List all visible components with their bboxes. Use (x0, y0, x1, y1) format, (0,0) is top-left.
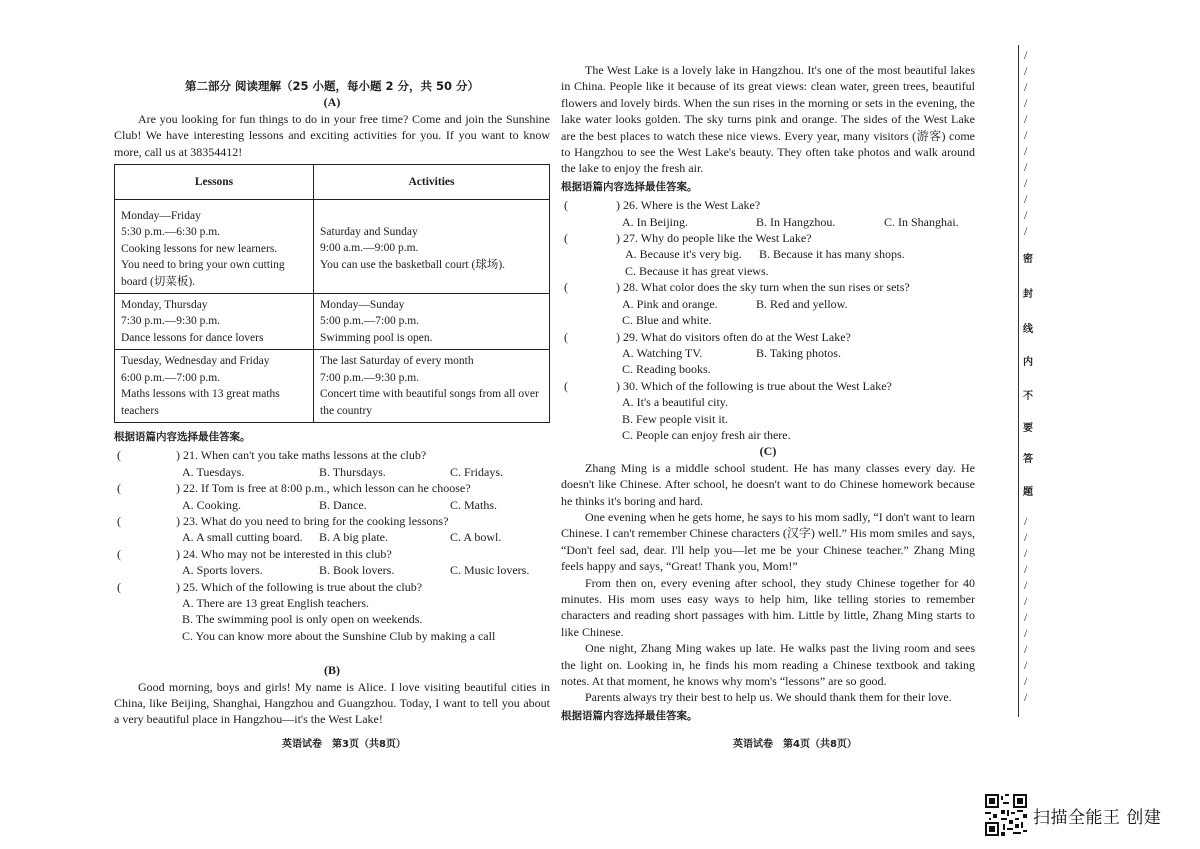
option: C. In Shanghai. (884, 214, 959, 229)
table-header-activities: Activities (314, 165, 550, 200)
table-row (115, 294, 550, 350)
question-text: ) 22. If Tom is free at 8:00 p.m., which lesson can he choose? (176, 481, 471, 496)
section-c-paragraph: Zhang Ming is a middle school student. He has many classes every day. He doesn't like Chinese. After school, he doesn't want to do Chinese homework because he thinks it's boring and hard. (561, 460, 975, 508)
option: A. Cooking. (182, 497, 242, 512)
page-3-column (114, 78, 550, 728)
cell-line: Monday, Thursday (121, 299, 208, 312)
part-title: 第二部分 阅读理解（25 小题，每小题 2 分，共 50 分） (184, 79, 480, 93)
table-cell-lessons (115, 200, 314, 294)
question-text: ) 29. What do visitors often do at the West Lake? (616, 329, 851, 344)
question-text: ) 27. Why do people like the West Lake? (616, 231, 812, 246)
section-c-paragraph: From then on, every evening after school, they study Chinese together for 40 minutes. His mom uses easy ways to help him, like telling stories to remember characters and reading short passages with him. Little by little, Zhang Ming starts to like Chinese. (561, 575, 975, 639)
cell-line: Maths lessons with 13 great maths teachers (121, 388, 280, 417)
question-24: ( ) 24. Who may not be interested in this club? A. Sports lovers. B. Book lovers. C. Music lovers. (117, 546, 530, 578)
cell-line: 5:30 p.m.—6:30 p.m. (121, 226, 221, 239)
section-a-intro: Are you looking for fun things to do in your free time? Come and join the Sunshine Club! We have interesting lessons and exciting activities for you. If you want to know more, call us at 38354412! (114, 111, 550, 159)
cell-line: Cooking lessons for new learners. (121, 242, 278, 255)
cell-line: Monday—Sunday (320, 299, 405, 312)
section-c-label: (C) (759, 444, 777, 459)
section-a-label: (A) (323, 95, 341, 110)
option: A. Because it's very big. (625, 247, 742, 262)
table-cell-lessons (115, 350, 314, 423)
option: C. You can know more about the Sunshine Club by making a call (182, 628, 496, 643)
seal-char: 内 (1023, 357, 1033, 368)
table-header-lessons: Lessons (115, 165, 314, 200)
cell-line: You can use the basketball court (球场). (320, 258, 506, 271)
option: B. A big plate. (319, 530, 388, 545)
question-text: ) 23. What do you need to bring for the cooking lessons? (176, 513, 449, 528)
cell-line: 6:00 p.m.—7:00 p.m. (121, 371, 221, 384)
question-22: ( ) 22. If Tom is free at 8:00 p.m., which lesson can he choose? A. Cooking. B. Dance. C. Maths. (117, 481, 498, 512)
option: B. Taking photos. (756, 345, 841, 360)
option: A. There are 13 great English teachers. (182, 595, 370, 610)
option: A. It's a beautiful city. (622, 395, 729, 410)
page-footer-right: 英语试卷 第4页（共8页） (733, 739, 857, 750)
option: C. People can enjoy fresh air there. (622, 427, 791, 442)
option: A. A small cutting board. (182, 530, 303, 545)
section-b-instruction: 根据语篇内容选择最佳答案。 (561, 180, 698, 193)
question-text: ) 24. Who may not be interested in this club? (176, 546, 392, 561)
cell-line: Monday—Friday (121, 210, 201, 223)
section-c-paragraph: Parents always try their best to help us. We should thank them for their love. (585, 690, 952, 705)
seal-char: 要 (1023, 423, 1033, 434)
section-c-paragraph: One night, Zhang Ming wakes up late. He walks past the living room and sees the light on. Looking in, he finds his mom reading a Chinese textbook and taking notes. At that moment, he knows why mom's “lessons” are so good. (561, 641, 975, 689)
option: A. Pink and orange. (622, 296, 718, 311)
cell-line: The last Saturday of every month (320, 355, 474, 368)
question-29: ( ) 29. What do visitors often do at the West Lake? A. Watching TV. B. Taking photos. C. Reading books. (561, 329, 975, 378)
table-cell-lessons (115, 294, 314, 350)
section-b-paragraph-2: The West Lake is a lovely lake in Hangzhou. It's one of the most beautiful lakes in China. People like it because of its great views: clean water, green trees, beautiful flowers and lovely birds. When the sun rises in the morning or sets in the evening, the lake water looks golden. The sky turns pink and orange. The sides of the West Lake are the best places to watch these nice views. Every year, many visitors (游客) come to Hangzhou to see the West Lake's beauty. They often take photos and walk around the lake to enjoy the fresh air. (561, 63, 975, 176)
qr-code-icon (985, 794, 1027, 836)
option: B. Because it has many shops. (759, 247, 905, 262)
seal-char: 封 (1023, 289, 1033, 300)
option: C. Music lovers. (450, 563, 530, 578)
section-b-label: (B) (324, 663, 340, 678)
section-b-paragraph-1: Good morning, boys and girls! My name is Alice. I love visiting beautiful cities in China, like Beijing, Shanghai, Hangzhou and Guangzhou. Today, I want to tell you about a very beautiful place in Hangzhou—it's the West Lake! (114, 679, 550, 727)
table-cell-activities (314, 200, 550, 294)
section-c-paragraph: One evening when he gets home, he says to his mom sadly, “I don't want to learn Chinese. I can't remember Chinese characters (汉字) well.” His mom smiles and says, “Don't feel sad, dear. I'll help you—let me be your Chinese teacher.” Zhang Ming feels happy and says, “Great! Thank you, Mom!” (561, 509, 975, 574)
scanner-watermark (985, 794, 1161, 836)
question-text: ) 26. Where is the West Lake? (616, 198, 761, 213)
seal-char: 线 (1023, 324, 1033, 335)
section-c-instruction: 根据语篇内容选择最佳答案。 (561, 709, 698, 722)
option: A. Sports lovers. (182, 563, 263, 578)
cell-line: You need to bring your own cutting board (切菜板). (121, 259, 285, 288)
page-4-column (561, 62, 975, 726)
table-cell-activities (314, 294, 550, 350)
question-text: ) 28. What color does the sky turn when the sun rises or sets? (616, 280, 910, 295)
question-30: ( ) 30. Which of the following is true about the West Lake? A. It's a beautiful city. B. Few people visit it. C. People can enjoy fresh air there. (561, 378, 975, 444)
cell-line: Swimming pool is open. (320, 331, 433, 344)
cell-line: Dance lessons for dance lovers (121, 331, 264, 344)
cell-line: Concert time with beautiful songs from all over the country (320, 388, 539, 417)
option: B. Book lovers. (319, 563, 395, 578)
seal-char: 密 (1023, 254, 1033, 265)
option: C. Because it has great views. (625, 263, 769, 278)
option: B. Few people visit it. (622, 411, 728, 426)
option: B. In Hangzhou. (756, 214, 836, 229)
option: C. Fridays. (450, 464, 504, 479)
cell-line: 5:00 p.m.—7:00 p.m. (320, 315, 420, 328)
seal-char: 不 (1023, 391, 1033, 402)
option: C. A bowl. (450, 530, 502, 545)
question-23: ( ) 23. What do you need to bring for the cooking lessons? A. A small cutting board. B. A big plate. C. A bowl. (117, 513, 502, 545)
option: A. Tuesdays. (182, 464, 245, 479)
option: A. In Beijing. (622, 214, 688, 229)
question-text: ) 30. Which of the following is true about the West Lake? (616, 378, 892, 393)
sunshine-club-table (114, 164, 550, 423)
option: B. The swimming pool is only open on weekends. (182, 612, 423, 627)
page-footer-left: 英语试卷 第3页（共8页） (282, 739, 406, 750)
question-27: ( ) 27. Why do people like the West Lake? A. Because it's very big. B. Because it has many shops. C. Because it has great views. (561, 230, 975, 279)
cell-line: Tuesday, Wednesday and Friday (121, 355, 270, 368)
question-26: ( ) 26. Where is the West Lake? A. In Beijing. B. In Hangzhou. C. In Shanghai. (564, 198, 959, 229)
question-25: ( ) 25. Which of the following is true about the club? A. There are 13 great English teachers. B. The swimming pool is only open on weekends. C. You can know more about the Sunshine Club by making a call (114, 579, 550, 645)
cell-line: 7:00 p.m.—9:30 p.m. (320, 371, 420, 384)
cell-line: 7:30 p.m.—9:30 p.m. (121, 315, 221, 328)
question-21: ( ) 21. When can't you take maths lessons at the club? A. Tuesdays. B. Thursdays. C. Fridays. (117, 448, 504, 479)
option: C. Reading books. (622, 362, 711, 377)
option: C. Blue and white. (622, 313, 712, 328)
option: C. Maths. (450, 497, 498, 512)
question-text: ) 21. When can't you take maths lessons at the club? (176, 448, 427, 463)
seal-char: 题 (1023, 487, 1033, 498)
question-text: ) 25. Which of the following is true about the club? (176, 579, 423, 594)
option: B. Dance. (319, 497, 367, 512)
table-row (115, 350, 550, 423)
seal-line-strip: / / / / / / / / / / / / 密 封 线 内 不 要 答 题 / / / / / / / / / / / / (1018, 45, 1041, 717)
cell-line: Saturday and Sunday (320, 226, 418, 239)
table-cell-activities (314, 350, 550, 423)
option: A. Watching TV. (622, 345, 703, 360)
option: B. Thursdays. (319, 464, 386, 479)
cell-line: 9:00 a.m.—9:00 p.m. (320, 242, 419, 255)
table-row (115, 200, 550, 294)
section-a-instruction: 根据语篇内容选择最佳答案。 (114, 430, 251, 443)
seal-char: 答 (1023, 454, 1033, 465)
watermark-text: 扫描全能王 创建 (1033, 807, 1162, 828)
option: B. Red and yellow. (756, 296, 848, 311)
question-28: ( ) 28. What color does the sky turn when the sun rises or sets? A. Pink and orange. B. Red and yellow. C. Blue and white. (561, 279, 975, 328)
